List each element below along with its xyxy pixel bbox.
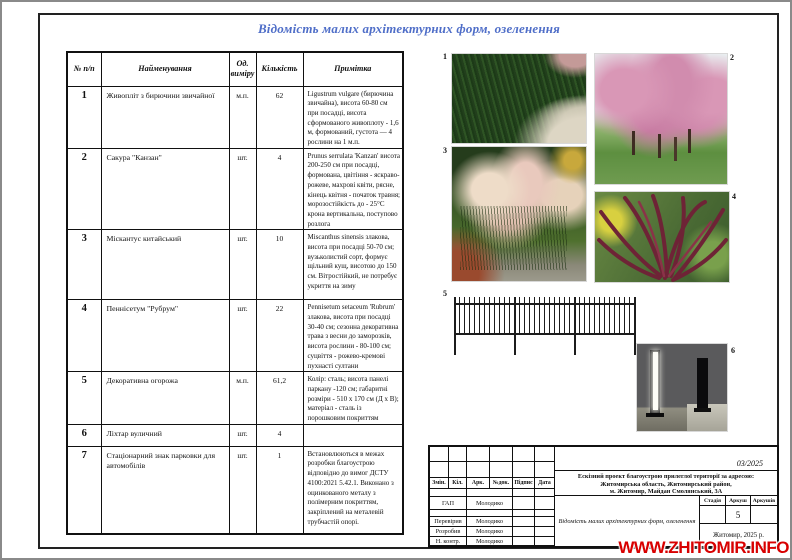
tb-cell (535, 447, 555, 462)
row-name: Стаціонарний знак парковки для автомобілів (101, 446, 229, 534)
tb-role: Перевірив (430, 517, 467, 527)
stage-header-row (700, 496, 777, 506)
row-unit: шт. (229, 230, 256, 300)
tb-cell (513, 447, 535, 462)
col-header-unit: Од. виміру (229, 52, 256, 86)
tb-cell (513, 510, 535, 517)
row-name: Живопліт з бирючини звичайної (101, 86, 229, 148)
tb-date-cell (535, 517, 555, 527)
row-qty: 4 (256, 424, 303, 446)
tb-cell (513, 489, 535, 497)
tb-cell (467, 510, 513, 517)
sheet-number: 5 (726, 506, 751, 524)
tb-cell (513, 462, 535, 478)
tb-name: Молодико (467, 497, 513, 510)
street-lamp-photo (637, 344, 727, 431)
col-header-qty: Кількість (256, 52, 303, 86)
title-block-info (555, 447, 777, 546)
tb-cell (535, 462, 555, 478)
table-row (67, 372, 403, 425)
lamp-lit (650, 350, 660, 413)
tb-cell (490, 462, 513, 478)
table-row (67, 86, 403, 148)
fence-post (454, 297, 456, 355)
tree-trunks (632, 131, 635, 155)
tb-role: Н. контр. (430, 537, 467, 546)
tb-col-pidpys: Підпис (513, 478, 535, 489)
row-num: 7 (67, 446, 101, 534)
col-header-num: № п/п (67, 52, 101, 86)
tb-cell (467, 489, 513, 497)
tb-cell (535, 510, 555, 517)
fence-post (514, 297, 516, 355)
fence-post (574, 297, 576, 355)
stage-value (700, 506, 726, 524)
row-unit: м.п. (229, 86, 256, 148)
col-header-note: Примітка (303, 52, 403, 86)
stage-value-row (700, 506, 777, 524)
tb-name: Молодико (467, 527, 513, 537)
tb-role: Розробив (430, 527, 467, 537)
tb-signature-cell (513, 497, 535, 510)
row-unit: шт. (229, 424, 256, 446)
site-watermark: WWW.ZHITOMIR.INFO (618, 538, 789, 557)
tb-col-ark: Арк. (467, 478, 490, 489)
project-line: м. Житомир, Майдан Смолянський, 3А (609, 488, 723, 496)
row-name: Пеннісетум "Рубрум" (101, 300, 229, 372)
row-num: 2 (67, 148, 101, 230)
table-row (67, 148, 403, 230)
fence-top-rail (454, 303, 636, 305)
tb-cell (430, 489, 467, 497)
row-note: Pennisetum setaceum 'Rubrum' злакова, висота при посадці 30-40 см; сезонна декоративна трава з весни до заморозків, висота рослини - 80-100 см; суцвіття - рожево-кремові пухнасті султани (303, 300, 403, 372)
sheets-total (751, 506, 777, 524)
lamp-base (646, 413, 664, 417)
row-name: Декоративна огорожа (101, 372, 229, 425)
tb-cell (449, 462, 467, 478)
hedge-ligustrum-photo (452, 54, 586, 143)
document-title: Відомість малих архітектурних форм, озеленення (555, 496, 700, 547)
row-num: 4 (67, 300, 101, 372)
tb-col-kil: Кіл. (449, 478, 467, 489)
figure-number: 2 (730, 53, 734, 62)
row-note: Ligustrum vulgare (бирючина звичайна), висота 60-80 см при посадці, висота сформованого живоплоту - 1,6 м, формований, густота — 4 рослини на 1 м.п. (303, 86, 403, 148)
col-header-name: Найменування (101, 52, 229, 86)
miscanthus-photo (452, 147, 586, 281)
tb-col-ndok: №док. (490, 478, 513, 489)
lamp-base (694, 408, 711, 412)
figure-number: 5 (443, 289, 447, 298)
row-name: Ліхтар вуличний (101, 424, 229, 446)
fence-bottom-rail (454, 333, 636, 335)
tb-cell (490, 447, 513, 462)
tb-cell (467, 462, 490, 478)
table-row (67, 300, 403, 372)
table-row (67, 230, 403, 300)
stage-header: Стадія (700, 496, 726, 506)
row-unit: м.п. (229, 372, 256, 425)
row-qty: 1 (256, 446, 303, 534)
row-qty: 22 (256, 300, 303, 372)
row-num: 3 (67, 230, 101, 300)
city-year: Житомир, 2025 р. (712, 532, 764, 539)
table-row (67, 446, 403, 534)
tb-signature-cell (513, 537, 535, 546)
tb-cell (535, 489, 555, 497)
tb-date-cell (535, 537, 555, 546)
pennisetum-rubrum-photo (595, 192, 729, 282)
row-qty: 4 (256, 148, 303, 230)
spec-table (66, 51, 404, 535)
tb-role: ГАП (430, 497, 467, 510)
grass-blades (460, 206, 567, 270)
sheet-header: Аркуш (726, 496, 751, 506)
tb-date-cell (535, 497, 555, 510)
tb-date-cell (535, 527, 555, 537)
tb-cell (449, 447, 467, 462)
led-strip (653, 352, 658, 410)
fence-post (634, 297, 636, 355)
row-note: Встановлюються в межах розробки благоустрою відповідно до вимог ДСТУ 4100:2021 5.42.1. Виконано з оцинкованого металу з полімерним покриттям, закріплений на металевій трубчастій опорі. (303, 446, 403, 534)
project-line: Житомирська область, Житомирський район, (600, 480, 732, 488)
red-grass-art (595, 192, 729, 282)
row-unit: шт. (229, 300, 256, 372)
figure-number: 4 (732, 192, 736, 201)
row-num: 1 (67, 86, 101, 148)
tb-name: Молодико (467, 517, 513, 527)
figure-number: 3 (443, 146, 447, 155)
row-unit: шт. (229, 148, 256, 230)
row-unit: шт. (229, 446, 256, 534)
table-row (67, 424, 403, 446)
table-header-row (67, 52, 403, 86)
sheets-header: Аркушів (751, 496, 777, 506)
row-num: 5 (67, 372, 101, 425)
title-block-signatures (430, 447, 555, 546)
project-address (555, 471, 777, 496)
project-line: Ескізний проект благоустрою прилеглої території за адресою: (577, 473, 755, 480)
row-note: Miscanthus sinensis злакова, висота при посадці 50-70 см; вузьколистий сорт, формує щільний кущ, висотою до 150 см. Вітростійкий, не потребує укриття на зиму (303, 230, 403, 300)
tb-cell (430, 510, 467, 517)
row-num: 6 (67, 424, 101, 446)
tb-signature-cell (513, 517, 535, 527)
project-code: 03/2025 (555, 447, 777, 471)
figure-number: 1 (443, 52, 447, 61)
row-note: Prunus serrulata 'Kanzan' висота 200-250 см при посадці, формована, цвітіння - яскраво-рожеве, махрові квіти, рясне, кінець квітня - початок травня; морозостійкість до - 25°C крона вертикальна, поступово розлога (303, 148, 403, 230)
decorative-fence-drawing (454, 295, 636, 357)
row-qty: 61,2 (256, 372, 303, 425)
row-note: Колір: сталь; висота панелі паркану -120 см; габаритні розміри - 510 х 170 см (Д х В); матеріал - сталь із порошковим покриттям (303, 372, 403, 425)
row-name: Міскантус китайський (101, 230, 229, 300)
figure-number: 6 (731, 346, 735, 355)
title-block (428, 445, 779, 548)
tb-name: Молодико (467, 537, 513, 546)
tb-signature-cell (513, 527, 535, 537)
lamp-dark (697, 358, 708, 408)
sheet-title: Відомість малих архітектурних форм, озеленення (257, 21, 561, 36)
tb-col-data: Дата (535, 478, 555, 489)
tb-cell (467, 447, 490, 462)
sakura-kanzan-photo (595, 54, 727, 184)
row-name: Сакура "Канзан" (101, 148, 229, 230)
row-qty: 10 (256, 230, 303, 300)
tb-cell (430, 447, 449, 462)
row-note (303, 424, 403, 446)
tb-col-zmin: Змін. (430, 478, 449, 489)
row-qty: 62 (256, 86, 303, 148)
tb-cell (430, 462, 449, 478)
